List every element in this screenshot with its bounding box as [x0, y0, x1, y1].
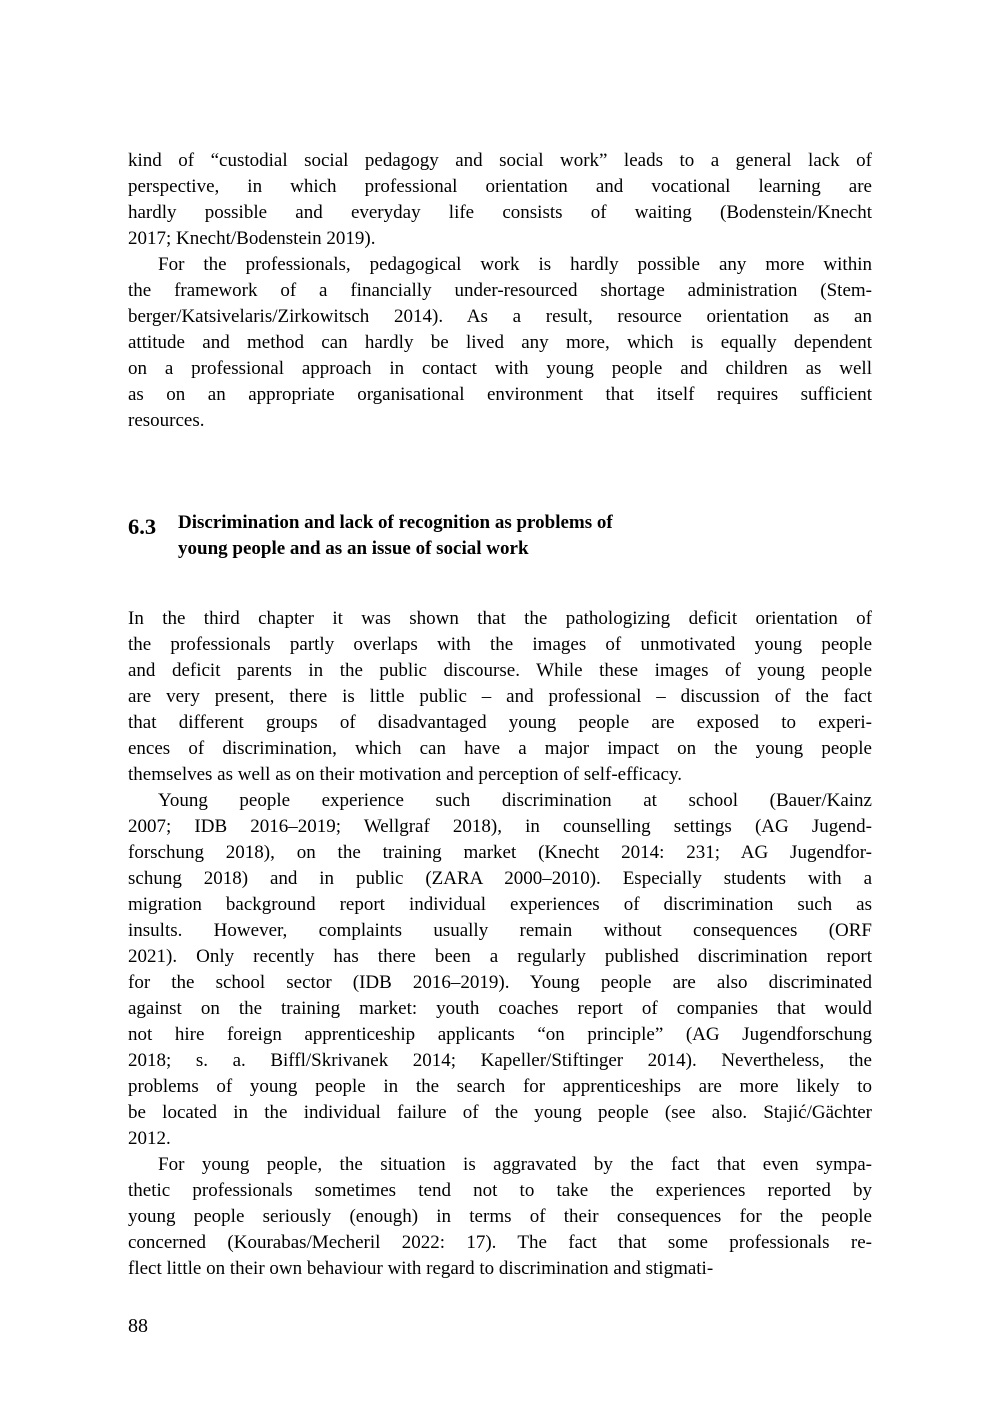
text-line: young people seriously (enough) in terms of their consequences for the people [128, 1206, 872, 1227]
text-line: Discrimination and lack of recognition as problems of [178, 512, 613, 533]
text-line: thetic professionals sometimes tend not to take the experiences reported by [128, 1180, 872, 1201]
text-line: schung 2018) and in public (ZARA 2000–2010). Especially students with a [128, 868, 872, 889]
text-line: 2018; s. a. Biffl/Skrivanek 2014; Kapeller/Stiftinger 2014). Nevertheless, the [128, 1050, 872, 1071]
text-line: not hire foreign apprenticeship applicants “on principle” (AG Jugendforschung [128, 1024, 872, 1045]
text-line: and deficit parents in the public discourse. While these images of young people [128, 660, 872, 681]
text-line: 2021). Only recently has there been a regularly published discrimination report [128, 946, 872, 967]
text-line: For the professionals, pedagogical work is hardly possible any more within [158, 254, 872, 275]
text-line: forschung 2018), on the training market (Knecht 2014: 231; AG Jugendfor- [128, 842, 872, 863]
text-line: hardly possible and everyday life consists of waiting (Bodenstein/Knecht [128, 202, 872, 223]
text-line: For young people, the situation is aggravated by the fact that even sympa- [158, 1154, 872, 1175]
text-line: problems of young people in the search for apprenticeships are more likely to [128, 1076, 872, 1097]
text-line: 2007; IDB 2016–2019; Wellgraf 2018), in counselling settings (AG Jugend- [128, 816, 872, 837]
text-line: attitude and method can hardly be lived any more, which is equally dependent [128, 332, 872, 353]
section-title [178, 510, 613, 562]
text-line: berger/Katsivelaris/Zirkowitsch 2014). As a result, resource orientation as an [128, 306, 872, 327]
text-line: on a professional approach in contact with young people and children as well [128, 358, 872, 379]
text-line: themselves as well as on their motivation and perception of self-efficacy. [128, 764, 682, 785]
text-line: that different groups of disadvantaged young people are exposed to experi- [128, 712, 872, 733]
paragraph [128, 1152, 872, 1282]
text-line: flect little on their own behaviour with regard to discrimination and stigmati- [128, 1258, 714, 1279]
text-line: be located in the individual failure of the young people (see also. Stajić/Gächter [128, 1102, 872, 1123]
text-block [128, 148, 872, 1282]
text-line: 2017; Knecht/Bodenstein 2019). [128, 228, 376, 249]
text-line: 2012. [128, 1128, 171, 1149]
text-line: the professionals partly overlaps with the images of unmotivated young people [128, 634, 872, 655]
text-line: insults. However, complaints usually remain without consequences (ORF [128, 920, 872, 941]
text-line: against on the training market: youth coaches report of companies that would [128, 998, 872, 1019]
section-heading [128, 510, 872, 562]
text-line: the framework of a financially under-resourced shortage administration (Stem- [128, 280, 872, 301]
text-line: migration background report individual experiences of discrimination such as [128, 894, 872, 915]
text-line: are very present, there is little public – and professional – discussion of the fact [128, 686, 872, 707]
text-line: perspective, in which professional orientation and vocational learning are [128, 176, 872, 197]
text-line: kind of “custodial social pedagogy and social work” leads to a general lack of [128, 150, 872, 171]
text-line: concerned (Kourabas/Mecheril 2022: 17). The fact that some professionals re- [128, 1232, 872, 1253]
text-line: In the third chapter it was shown that the pathologizing deficit orientation of [128, 608, 872, 629]
text-line: young people and as an issue of social work [178, 538, 529, 559]
paragraph [128, 788, 872, 1152]
section-number: 6.3 [128, 514, 157, 539]
text-line: resources. [128, 410, 205, 431]
text-line: for the school sector (IDB 2016–2019). Young people are also discriminated [128, 972, 872, 993]
text-line: ences of discrimination, which can have a major impact on the young people [128, 738, 872, 759]
paragraph [128, 252, 872, 434]
page-number: 88 [128, 1315, 148, 1337]
text-line: as on an appropriate organisational environment that itself requires sufficient [128, 384, 872, 405]
paragraph [128, 606, 872, 788]
text-line: Young people experience such discrimination at school (Bauer/Kainz [158, 790, 872, 811]
paragraph-continued [128, 148, 872, 252]
